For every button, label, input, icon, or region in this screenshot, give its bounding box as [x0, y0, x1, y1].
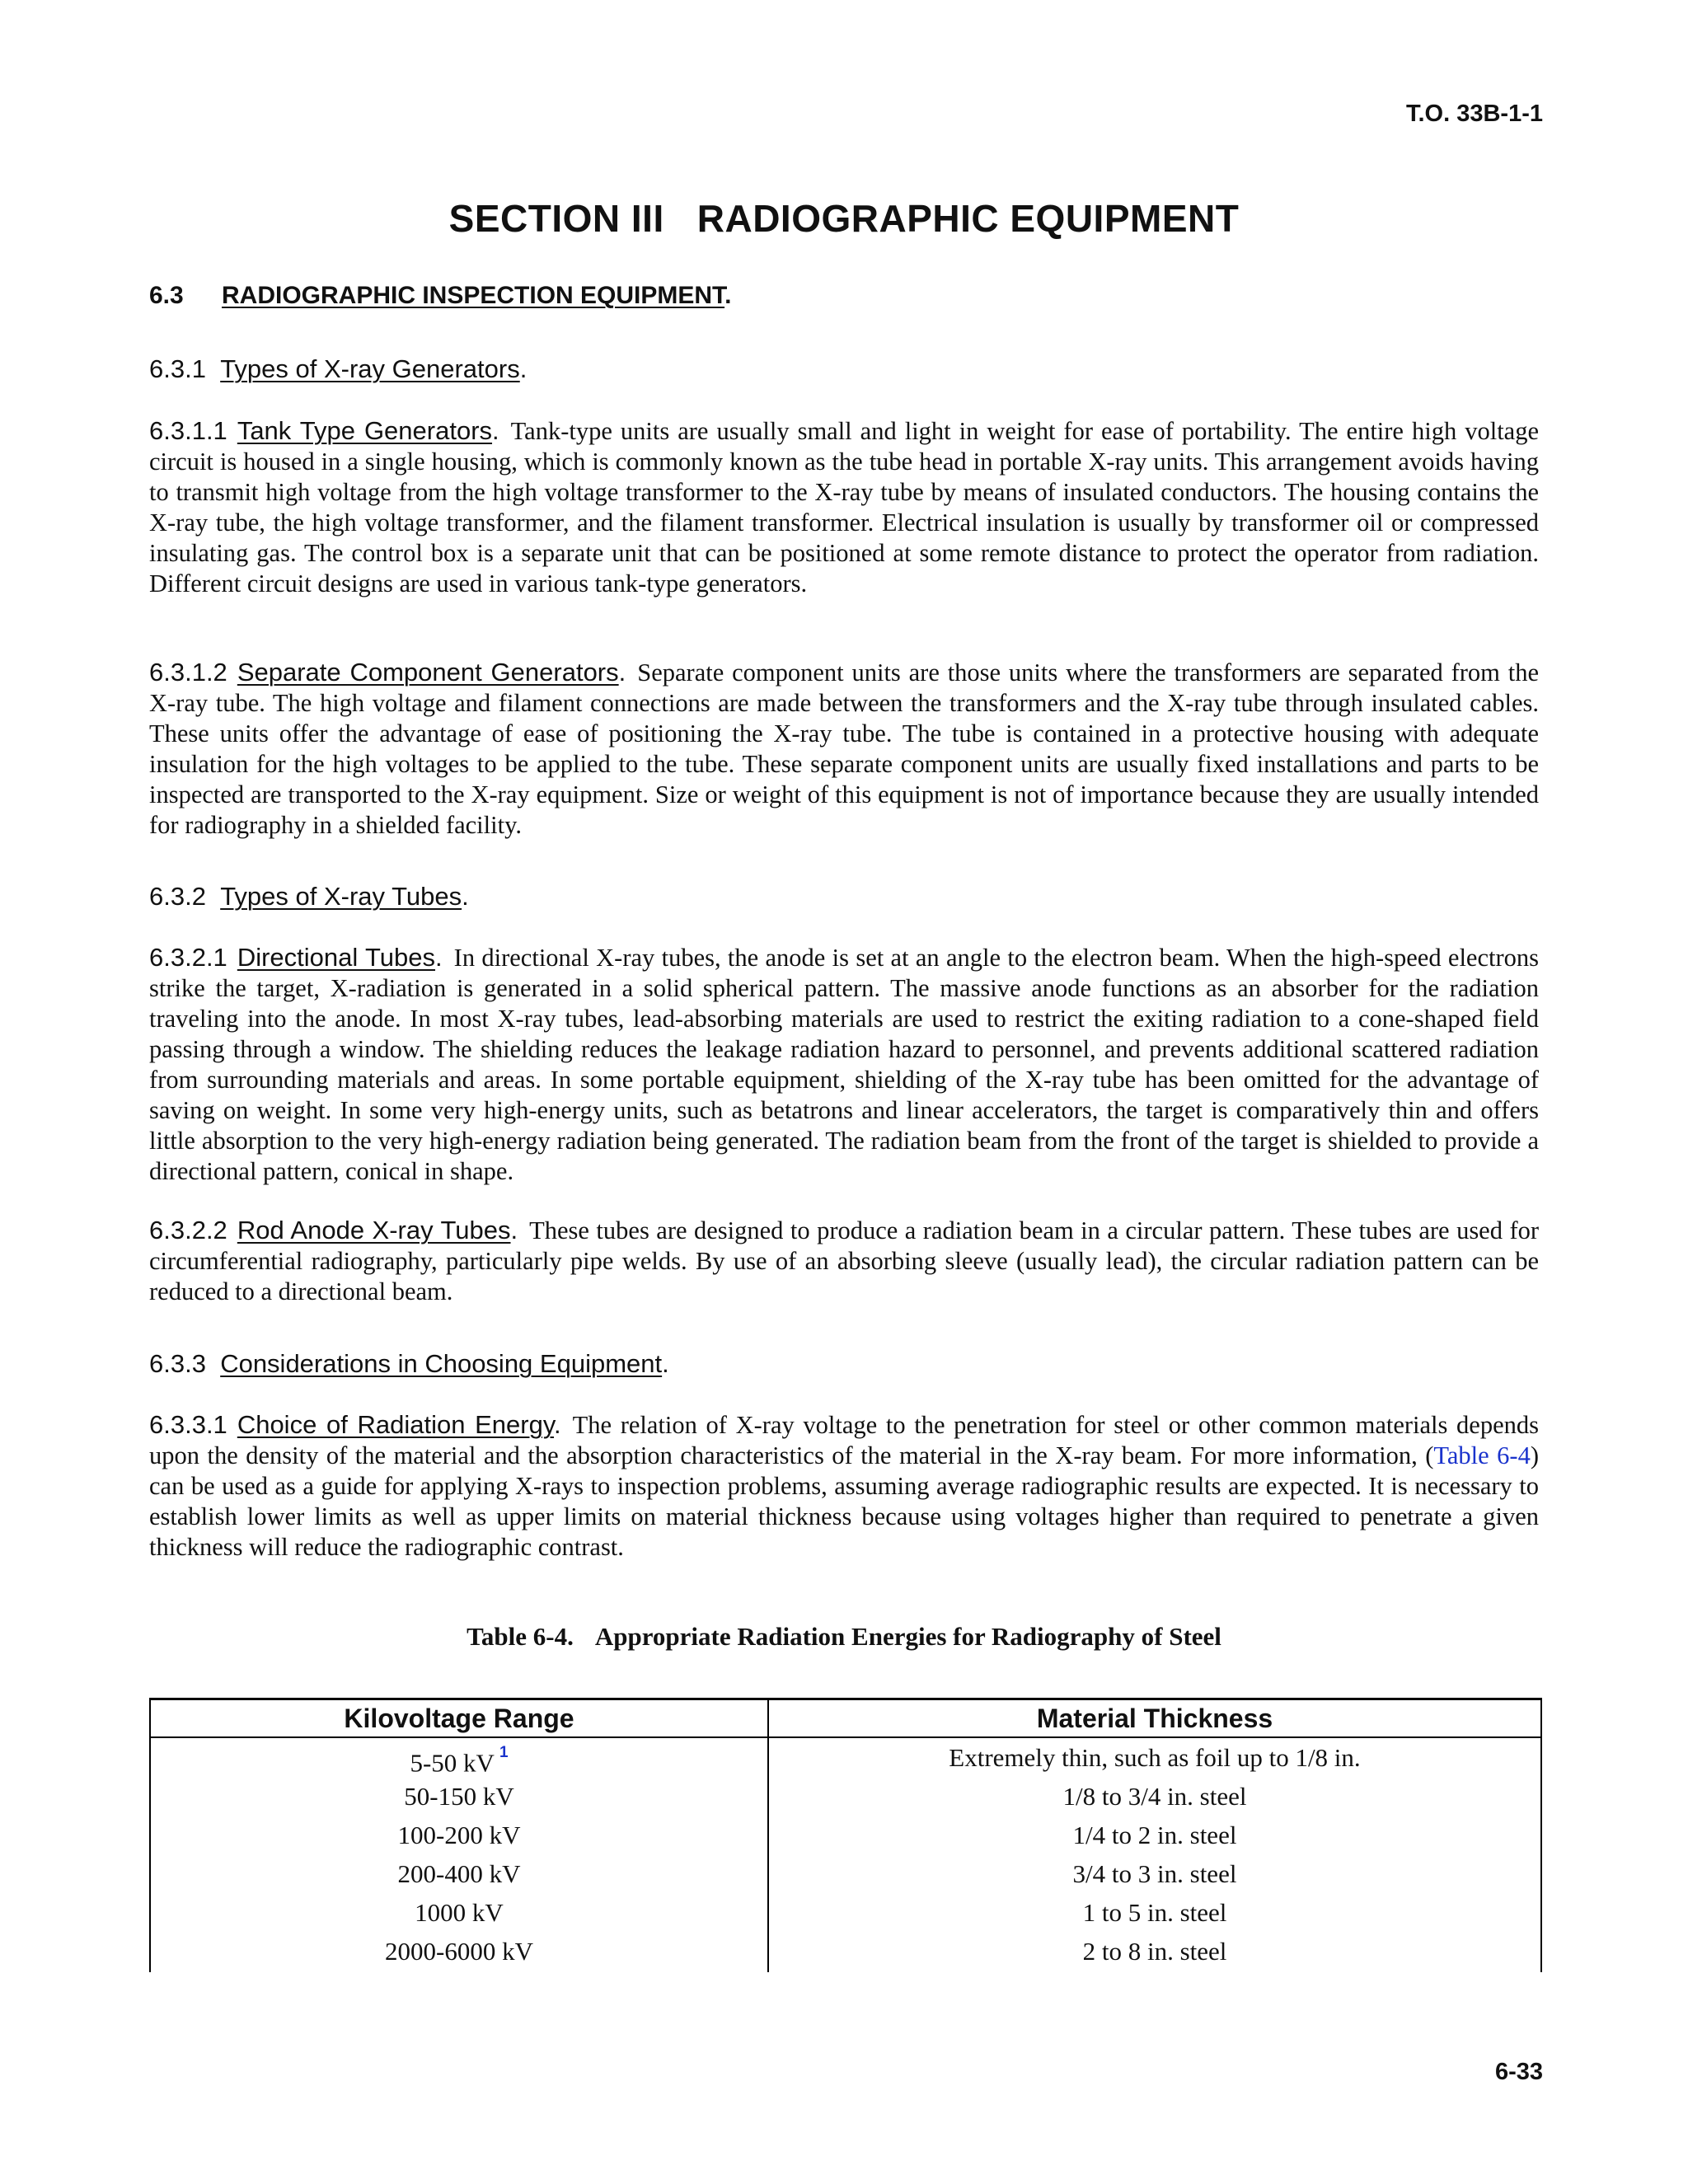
footnote-marker: 1: [499, 1744, 509, 1761]
paragraph-6-3-2-1: [149, 942, 1539, 1187]
paragraph-heading: 6.3.2.2 Rod Anode X-ray Tubes.: [149, 1216, 518, 1244]
paragraph-title: Directional Tubes: [237, 943, 436, 972]
paragraph-6-3-3-1: [149, 1409, 1539, 1563]
table-cell: 200-400 kV: [397, 1859, 521, 1888]
table-caption: [0, 1622, 1688, 1652]
paragraph-body: The relation of X-ray voltage to the penetration for steel or other common materials depends upon the density of the material and the absorption characteristics of the material in the X-ray beam. For more information, (: [149, 1411, 1540, 1469]
table-cell: 1/8 to 3/4 in. steel: [1062, 1782, 1247, 1811]
paragraph-heading: 6.3.3.1 Choice of Radiation Energy.: [149, 1410, 561, 1439]
heading-number: 6.3.3: [149, 1349, 206, 1378]
table-cell: 50-150 kV: [404, 1782, 514, 1811]
section-name: RADIOGRAPHIC EQUIPMENT: [696, 197, 1240, 240]
heading-6-3-3: 6.3.3 Considerations in Choosing Equipment.: [149, 1349, 669, 1378]
paragraph-number: 6.3.2.1: [149, 943, 227, 972]
table-cell: Extremely thin, such as foil up to 1/8 in.: [949, 1743, 1361, 1772]
heading-title: Types of X-ray Generators: [220, 354, 520, 383]
table-cell: 1 to 5 in. steel: [1082, 1898, 1227, 1927]
paragraph-heading: 6.3.2.1 Directional Tubes.: [149, 943, 443, 972]
paragraph-body-continued: ) can be used as a guide for applying X-rays to inspection problems, assuming average radiographic results are expected. It is necessary to establish lower limits as well as upper limits on material thickness because using voltages higher than required to penetrate a given thickness will reduce the radiographic contrast.: [149, 1441, 1539, 1561]
heading-number: 6.3.1: [149, 354, 206, 383]
paragraph-title: Separate Component Generators: [237, 658, 619, 687]
paragraph-number: 6.3.3.1: [149, 1410, 227, 1439]
kilovoltage-column: [151, 1700, 769, 1972]
table-cell: 2000-6000 kV: [385, 1937, 533, 1966]
heading-title: Types of X-ray Tubes: [220, 882, 462, 911]
paragraph-6-3-2-2: [149, 1215, 1539, 1307]
heading-number: 6.3.2: [149, 882, 206, 911]
paragraph-body: Tank-type units are usually small and light in weight for ease of portability. The entire high voltage circuit is housed in a single housing, which is commonly known as the tube head in portable X-ray units. This arrangement avoids having to transmit high voltage from the high voltage transformer to the X-ray tube by means of insulated conductors. The housing contains the X-ray tube, the high voltage transformer, and the filament transformer. Electrical insulation is usually by transformer oil or compressed insulating gas. The control box is a separate unit that can be positioned at some remote distance to protect the operator from radiation. Different circuit designs are used in various tank-type generators.: [149, 417, 1539, 598]
heading-number: 6.3: [149, 282, 184, 309]
paragraph-heading: 6.3.1.2 Separate Component Generators.: [149, 658, 626, 687]
radiation-energy-table: [149, 1698, 1542, 1972]
table-cell: 100-200 kV: [397, 1821, 521, 1849]
section-number: SECTION III: [448, 197, 664, 240]
cell-text: 5-50 kV: [410, 1748, 495, 1778]
paragraph-body: In directional X-ray tubes, the anode is set at an angle to the electron beam. When the high-speed electrons strike the target, X-radiation is generated in a solid spherical pattern. The massive anode functions as an absorber for the radiation traveling into the anode. In most X-ray tubes, lead-absorbing materials are used to restrict the exiting radiation to a cone-shaped field passing through a window. The shielding reduces the leakage radiation hazard to personnel, and prevents additional scattered radiation from surrounding materials and areas. In some portable equipment, shielding of the X-ray tube has been omitted for the advantage of saving on weight. In some very high-energy units, such as betatrons and linear accelerators, the target is comparatively thin and offers little absorption to the very high-energy radiation being generated. The radiation beam from the front of the target is shielded to provide a directional pattern, conical in shape.: [149, 944, 1539, 1185]
paragraph-title: Choice of Radiation Energy: [237, 1410, 555, 1439]
table-cell: [151, 1738, 767, 1777]
section-title: [0, 196, 1688, 241]
paragraph-title: Rod Anode X-ray Tubes: [237, 1216, 511, 1244]
heading-title: RADIOGRAPHIC INSPECTION EQUIPMENT: [222, 282, 725, 309]
paragraph-6-3-1-1: [149, 415, 1539, 599]
paragraph-6-3-1-2: [149, 657, 1539, 841]
document-id: T.O. 33B-1-1: [1406, 101, 1543, 127]
column-header-kilovoltage: Kilovoltage Range: [151, 1700, 767, 1738]
heading-6-3: 6.3 RADIOGRAPHIC INSPECTION EQUIPMENT.: [149, 282, 732, 309]
table-cell: 2 to 8 in. steel: [1082, 1937, 1227, 1966]
heading-title: Considerations in Choosing Equipment: [220, 1349, 663, 1378]
paragraph-number: 6.3.1.2: [149, 658, 227, 687]
page-number: 6-33: [1494, 2059, 1543, 2085]
table-6-4-link[interactable]: Table 6-4: [1433, 1441, 1531, 1469]
table-label: Table 6-4.: [467, 1622, 574, 1651]
heading-6-3-2: 6.3.2 Types of X-ray Tubes.: [149, 882, 469, 911]
column-header-material-thickness: Material Thickness: [769, 1700, 1540, 1738]
paragraph-body: These tubes are designed to produce a radiation beam in a circular pattern. These tubes are used for circumferential radiography, particularly pipe welds. By use of an absorbing sleeve (usually lead), the circular radiation pattern can be reduced to a directional beam.: [149, 1216, 1540, 1305]
table-title: Appropriate Radiation Energies for Radiography of Steel: [594, 1622, 1221, 1651]
paragraph-heading: 6.3.1.1 Tank Type Generators.: [149, 416, 499, 445]
material-thickness-column: [769, 1700, 1540, 1972]
paragraph-number: 6.3.1.1: [149, 416, 227, 445]
paragraph-title: Tank Type Generators: [237, 416, 493, 445]
table-cell: 3/4 to 3 in. steel: [1072, 1859, 1237, 1888]
heading-6-3-1: 6.3.1 Types of X-ray Generators.: [149, 354, 528, 383]
paragraph-body: Separate component units are those units where the transformers are separated from the X-ray tube. The high voltage and filament connections are made between the transformers and the X-ray tube through insulated cables. These units offer the advantage of ease of positioning the X-ray tube. The tube is contained in a protective housing with adequate insulation for the high voltages to be applied to the tube. These separate component units are usually fixed installations and parts to be inspected are transported to the X-ray equipment. Size or weight of this equipment is not of importance because they are usually intended for radiography in a shielded facility.: [149, 658, 1539, 839]
table-cell: 1000 kV: [415, 1898, 504, 1927]
table-cell: 1/4 to 2 in. steel: [1072, 1821, 1237, 1849]
paragraph-number: 6.3.2.2: [149, 1216, 227, 1244]
